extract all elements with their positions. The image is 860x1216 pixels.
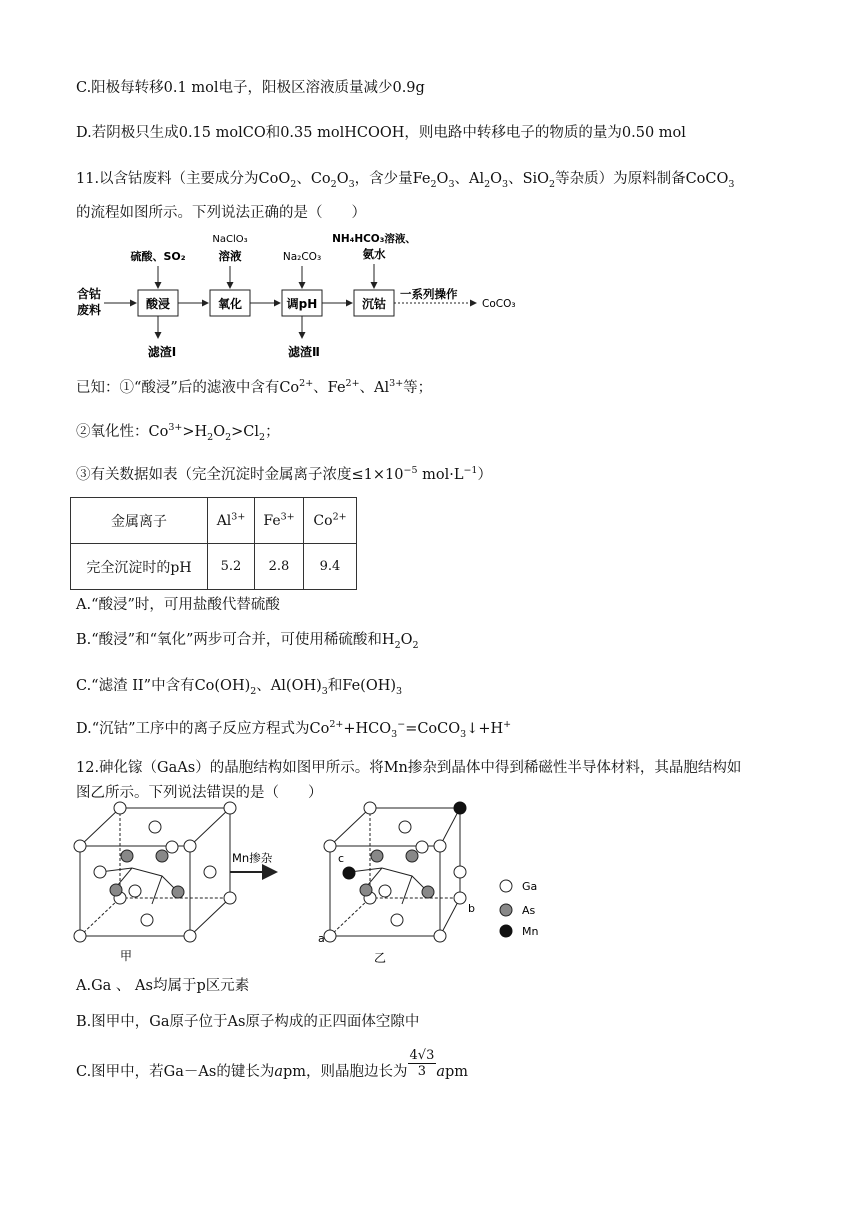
question-11-stem-2: 的流程如图所示。下列说法正确的是（ ）: [76, 205, 366, 221]
flow-ops: 一系列操作: [400, 287, 458, 301]
legend-mn-swatch: [500, 925, 512, 937]
legend-as-swatch: [500, 904, 512, 916]
process-flow-diagram: [72, 228, 542, 368]
table-value-co: 9.4: [304, 544, 357, 590]
legend-ga: Ga: [522, 880, 538, 893]
option-a-q11: A.“酸浸”时，可用盐酸代替硫酸: [76, 597, 280, 613]
reagent-4a: NH₄HCO₃溶液、: [332, 233, 416, 245]
residue-2: 滤渣Ⅱ: [288, 345, 320, 359]
option-c-q12: C.图甲中，若Ga－As的键长为apm，则晶胞边长为 $\frac{4√3}{3}$ apm: [76, 1047, 469, 1080]
crystal-structure-figure: [72, 800, 572, 972]
legend-ga-swatch: [500, 880, 512, 892]
option-d-q11: D.“沉钴”工序中的离子反应方程式为$Co^{2+}+HCO_3^-=CoCO_3↓+H^+$: [76, 719, 512, 740]
legend-as: As: [522, 904, 536, 917]
label-yi: 乙: [374, 951, 387, 965]
precipitation-ph-table: [70, 497, 357, 590]
svg-text:氧化: 氧化: [217, 297, 243, 311]
table-header-al: $Al^{3+}$: [208, 498, 255, 544]
reagent-4b: 氨水: [362, 247, 386, 261]
known-3: ③有关数据如表（完全沉淀时金属离子浓度$\le 1\times 10^{-5}$ $mol\cdot L^{-1}$）: [76, 465, 492, 483]
table-value-al: 5.2: [208, 544, 255, 590]
reagent-1: 硫酸、SO₂: [130, 250, 186, 263]
table-row-label: 完全沉淀时的pH: [71, 544, 208, 590]
flow-input-2: 废料: [77, 303, 102, 317]
label-jia: 甲: [120, 949, 133, 963]
arrow-label: Mn掺杂: [232, 851, 273, 865]
reagent-2a: NaClO₃: [212, 234, 248, 245]
table-header-fe: $Fe^{3+}$: [255, 498, 304, 544]
flow-input-1: 含钴: [77, 287, 102, 301]
option-b-q11: B.“酸浸”和“氧化”两步可合并，可使用稀硫酸和$H_2O_2$: [76, 632, 419, 651]
option-b-q12: B.图甲中，Ga原子位于As原子构成的正四面体空隙中: [76, 1014, 420, 1030]
known-2: ②氧化性：$Co^{3+}>H_2O_2>Cl_2$；: [76, 422, 280, 443]
table-header-ion: 金属离子: [71, 498, 208, 544]
known-1: 已知：①“酸浸”后的滤液中含有$Co^{2+}$、$Fe^{2+}$、$Al^{3+}$等；: [76, 378, 433, 396]
corner-label-a: a: [318, 932, 325, 945]
table-header-co: $Co^{2+}$: [304, 498, 357, 544]
option-c-q10: C.阳极每转移0.1 mol电子，阳极区溶液质量减少0.9g: [76, 80, 425, 96]
question-12-stem: 12.砷化镓（GaAs）的晶胞结构如图甲所示。将Mn掺杂到晶体中得到稀磁性半导体材料，其晶胞结构如: [76, 760, 742, 776]
residue-1: 滤渣Ⅰ: [147, 345, 177, 359]
reagent-2b: 溶液: [218, 249, 242, 263]
option-c-q11: C.“滤渣 II”中含有$Co(OH)_2$、$Al(OH)_3$和$Fe(OH)_3$: [76, 678, 403, 697]
svg-text:沉钴: 沉钴: [361, 297, 387, 311]
corner-label-c: c: [338, 852, 345, 865]
option-d-q10: D.若阴极只生成0.15 molCO和0.35 molHCOOH，则电路中转移电子的物质的量为0.50 mol: [76, 125, 686, 141]
question-12-stem-2: 图乙所示。下列说法错误的是（ ）: [76, 785, 323, 801]
option-a-q12: A.Ga 、 As均属于p区元素: [76, 978, 250, 994]
table-value-fe: 2.8: [255, 544, 304, 590]
svg-text:调pH: 调pH: [286, 297, 318, 311]
fraction-4root3-over-3: $\frac{4√3}{3}$: [409, 1047, 435, 1079]
question-11-stem: 11.以含钴废料（主要成分为CoO$_2$、$Co_2O_3$，含少量$Fe_2O_3$、$Al_2O_3$、SiO$_2$等杂质）为原料制备CoCO$_3$: [76, 171, 735, 190]
flow-product: CoCO₃: [482, 298, 516, 310]
reagent-3: Na₂CO₃: [282, 251, 322, 263]
corner-label-b: b: [468, 902, 475, 915]
legend-mn: Mn: [522, 925, 539, 938]
svg-text:酸浸: 酸浸: [145, 297, 171, 311]
